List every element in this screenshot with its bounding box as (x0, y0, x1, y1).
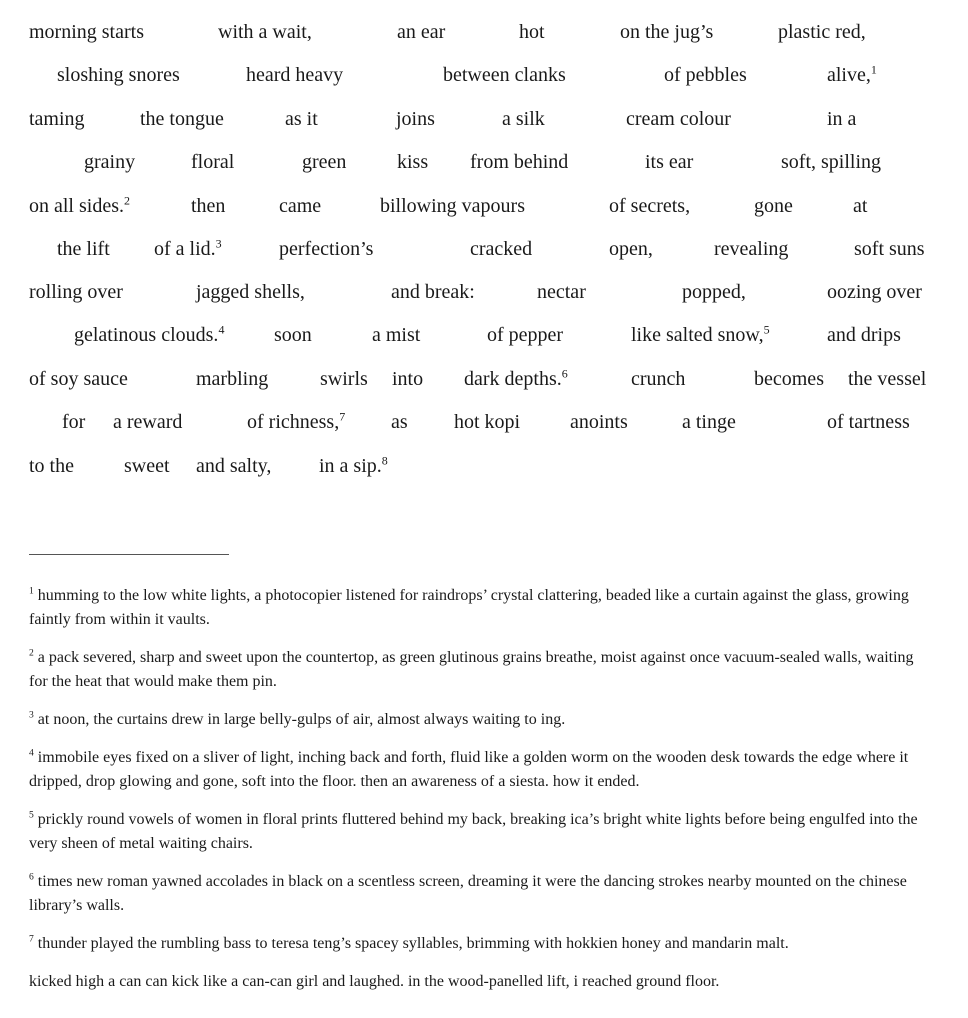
poem-fragment-text: becomes (754, 368, 824, 390)
poem-fragment-text: of soy sauce (29, 368, 128, 390)
poem-fragment-text: came (279, 195, 322, 217)
poem-fragment-text: gelatinous clouds. (74, 324, 219, 346)
poem-fragment-text: perfection’s (279, 238, 374, 260)
poem-fragment (827, 109, 856, 129)
poem-fragment-text: jagged shells, (196, 281, 305, 303)
poem-fragment (609, 239, 653, 259)
footnote (29, 970, 929, 994)
poem-fragment-text: with a wait, (218, 21, 312, 43)
footnote-text: times new roman yawned accolades in black on a scentless screen, dreaming it were the dancing strokes nearby mounted on the chinese library’s walls. (29, 873, 907, 914)
poem-fragment (519, 22, 545, 42)
poem-fragment-text: soft suns (854, 238, 925, 260)
footnote-text: thunder played the rumbling bass to teresa teng’s spacey syllables, brimming with hokkien honey and mandarin malt. (33, 935, 789, 952)
poem-fragment (620, 22, 713, 42)
poem-fragment-text: at (853, 195, 868, 217)
poem-fragment (470, 239, 532, 259)
poem-fragment-text: soft, spilling (781, 151, 882, 173)
poem-fragment-text: a silk (502, 108, 545, 130)
poem-fragment (714, 239, 788, 259)
poem-fragment (62, 412, 85, 432)
poem-fragment-text: taming (29, 108, 85, 130)
poem-fragment (781, 152, 881, 172)
poem-fragment-text: hot (519, 21, 545, 43)
poem-fragment-text: billowing vapours (380, 195, 525, 217)
poem-fragment (196, 456, 271, 476)
poem-fragment (29, 456, 74, 476)
poem-fragment-text: gone (754, 195, 793, 217)
poem-fragment-text: alive, (827, 64, 871, 86)
footnote-number: 7 (29, 933, 34, 945)
poem-fragment (391, 282, 475, 302)
poem-fragment (609, 196, 690, 216)
poem-fragment (631, 322, 770, 346)
poem-fragment (74, 322, 225, 346)
poem-fragment-text: nectar (537, 281, 586, 303)
poem-fragment-text: soon (274, 324, 312, 346)
poem-fragment (570, 412, 628, 432)
footnote-divider (29, 554, 229, 555)
poem-fragment-text: of tartness (827, 411, 910, 433)
poem-fragment (853, 196, 867, 216)
poem-fragment (502, 109, 545, 129)
poem-fragment-text: grainy (84, 151, 136, 173)
poem-fragment-text: of pepper (487, 324, 564, 346)
poem-fragment-text: hot kopi (454, 411, 521, 433)
poem-body (0, 0, 968, 500)
poem-fragment (84, 152, 135, 172)
poem-fragment-text: swirls (320, 368, 368, 390)
poem-fragment-text: of secrets, (609, 195, 691, 217)
poem-fragment (319, 453, 388, 477)
footnote (29, 932, 929, 956)
poem-fragment (848, 369, 926, 389)
poem-fragment-text: between clanks (443, 64, 566, 86)
poem-fragment-text: to the (29, 455, 74, 477)
footnote-number: 1 (29, 585, 34, 597)
poem-fragment (464, 366, 568, 390)
poem-fragment (537, 282, 586, 302)
poem-fragment-text: as it (285, 108, 318, 130)
poem-fragment-text: into (392, 368, 424, 390)
poem-fragment (154, 236, 222, 260)
poem-fragment (397, 152, 428, 172)
poem-fragment (191, 196, 225, 216)
poem-fragment (854, 239, 925, 259)
poem-fragment (397, 22, 445, 42)
poem-fragment (246, 65, 343, 85)
poem-fragment (218, 22, 312, 42)
poem-fragment-text: the tongue (140, 108, 224, 130)
poem-fragment (29, 369, 128, 389)
footnote (29, 746, 929, 794)
poem-fragment-text: and break: (391, 281, 475, 303)
poem-fragment (454, 412, 520, 432)
poem-fragment-text: of pebbles (664, 64, 747, 86)
poem-fragment (29, 282, 123, 302)
poem-fragment (279, 196, 321, 216)
footnote-number: 6 (29, 871, 34, 883)
poem-fragment-text: the lift (57, 238, 110, 260)
poem-fragment (191, 152, 234, 172)
poem-fragment-text: sloshing snores (57, 64, 180, 86)
poem-fragment-text: floral (191, 151, 235, 173)
footnote-number: 2 (29, 647, 34, 659)
poem-fragment (682, 282, 746, 302)
poem-fragment (645, 152, 693, 172)
poem-fragment (29, 22, 144, 42)
poem-fragment (827, 62, 877, 86)
footnote-text: prickly round vowels of women in floral prints fluttered behind my back, breaking ica’s bright white lights before being engulfed into the very sheen of metal waiting chairs. (29, 811, 918, 852)
footnote-ref: 8 (381, 453, 388, 468)
footnote-text: humming to the low white lights, a photocopier listened for raindrops’ crystal clattering, beaded like a curtain against the glass, growing faintly from within it vaults. (29, 587, 909, 628)
footnote-text: at noon, the curtains drew in large belly-gulps of air, almost always waiting to ing. (33, 711, 566, 728)
poem-fragment-text: a mist (372, 324, 421, 346)
footnote-ref: 2 (124, 193, 130, 208)
poem-fragment (827, 282, 922, 302)
footnote-ref: 6 (561, 366, 568, 381)
poem-fragment-text: heard heavy (246, 64, 344, 86)
poem-fragment-text: open, (609, 238, 653, 260)
footnote-ref: 7 (339, 409, 346, 424)
poem-fragment (274, 325, 312, 345)
poem-fragment (285, 109, 318, 129)
poem-fragment (396, 109, 435, 129)
poem-fragment-text: its ear (645, 151, 694, 173)
poem-fragment-text: a reward (113, 411, 183, 433)
poem-fragment (827, 412, 910, 432)
poem-fragment-text: and drips (827, 324, 901, 346)
footnote (29, 646, 929, 694)
poem-fragment-text: in a sip. (319, 455, 382, 477)
poem-fragment-text: anoints (570, 411, 628, 433)
poem-fragment (682, 412, 736, 432)
poem-fragment (754, 196, 793, 216)
poem-fragment-text: in a (827, 108, 857, 130)
poem-fragment (57, 239, 110, 259)
poem-fragment (196, 282, 305, 302)
poem-fragment-text: joins (396, 108, 435, 130)
footnote (29, 808, 929, 856)
poem-fragment-text: sweet (124, 455, 170, 477)
poem-fragment-text: dark depths. (464, 368, 562, 390)
footnote-text: a pack severed, sharp and sweet upon the countertop, as green glutinous grains breathe, moist against once vacuum-sealed walls, waiting for the heat that would make them pin. (29, 649, 914, 690)
poem-fragment-text: a tinge (682, 411, 736, 433)
poem-fragment (57, 65, 180, 85)
poem-fragment-text: an ear (397, 21, 446, 43)
poem-fragment (470, 152, 568, 172)
poem-fragment-text: crunch (631, 368, 686, 390)
poem-fragment (392, 369, 423, 389)
poem-fragment-text: revealing (714, 238, 789, 260)
poem-fragment (778, 22, 866, 42)
poem-fragment (827, 325, 901, 345)
poem-fragment-text: rolling over (29, 281, 123, 303)
poem-fragment-text: marbling (196, 368, 269, 390)
footnote-text: kicked high a can can kick like a can-can girl and laughed. in the wood-panelled lift, i reached ground floor. (29, 973, 720, 990)
footnote (29, 870, 929, 918)
poem-fragment (140, 109, 224, 129)
footnote-ref: 3 (215, 236, 222, 251)
footnote-text: immobile eyes fixed on a sliver of light, inching back and forth, fluid like a golden worm on the wooden desk towards the edge where it dripped, drop glowing and gone, soft into the floor. then an awareness of a siesta. how it ended. (29, 749, 909, 790)
footnote-number: 3 (29, 709, 34, 721)
footnote-ref: 4 (218, 322, 225, 337)
footnote-ref: 1 (870, 62, 877, 77)
poem-fragment-text: for (62, 411, 86, 433)
footnote-number: 4 (29, 747, 34, 759)
poem-fragment-text: and salty, (196, 455, 272, 477)
poem-fragment (391, 412, 408, 432)
poem-fragment-text: popped, (682, 281, 746, 303)
poem-fragment-text: the vessel (848, 368, 927, 390)
poem-fragment (487, 325, 563, 345)
footnote (29, 584, 929, 632)
poem-fragment (372, 325, 420, 345)
poem-fragment-text: cream colour (626, 108, 731, 130)
poem-fragment (380, 196, 525, 216)
poem-fragment (443, 65, 566, 85)
poem-fragment-text: then (191, 195, 226, 217)
poem-fragment (124, 456, 170, 476)
poem-fragment-text: plastic red, (778, 21, 866, 43)
poem-fragment (320, 369, 368, 389)
poem-fragment (29, 193, 130, 217)
poem-fragment (279, 239, 373, 259)
poem-fragment (664, 65, 747, 85)
poem-fragment-text: from behind (470, 151, 569, 173)
poem-fragment-text: morning starts (29, 21, 144, 43)
footnote-number: 5 (29, 809, 34, 821)
poem-fragment (302, 152, 346, 172)
poem-fragment-text: oozing over (827, 281, 922, 303)
poem-fragment-text: of richness, (247, 411, 340, 433)
footnotes (29, 584, 929, 1008)
poem-fragment-text: cracked (470, 238, 533, 260)
poem-fragment (626, 109, 731, 129)
poem-fragment (247, 409, 346, 433)
poem-fragment (631, 369, 685, 389)
poem-fragment (196, 369, 268, 389)
poem-fragment-text: like salted snow, (631, 324, 764, 346)
footnote-ref: 5 (763, 322, 770, 337)
poem-fragment-text: as (391, 411, 408, 433)
poem-fragment-text: of a lid. (154, 238, 216, 260)
footnote (29, 708, 929, 732)
poem-fragment-text: kiss (397, 151, 429, 173)
poem-fragment-text: on all sides. (29, 195, 124, 217)
poem-fragment (113, 412, 182, 432)
poem-fragment-text: on the jug’s (620, 21, 714, 43)
poem-fragment (29, 109, 85, 129)
poem-fragment (754, 369, 824, 389)
poem-fragment-text: green (302, 151, 347, 173)
